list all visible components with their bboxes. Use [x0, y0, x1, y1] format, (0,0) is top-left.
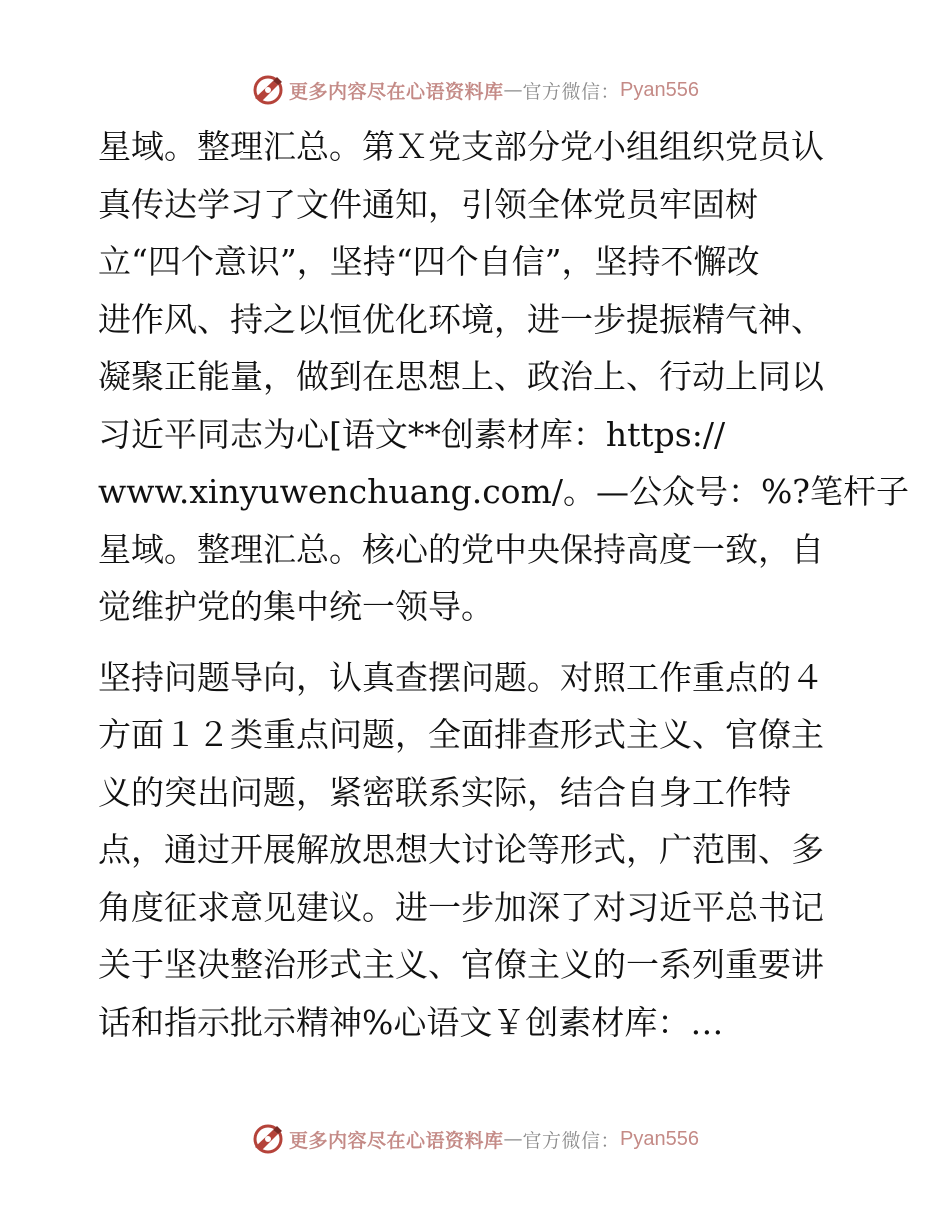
paragraph-2-line-7: 话和指示批示精神%心语文￥创素材库：…	[98, 1002, 724, 1042]
paragraph-1-line-9: 觉维护党的集中统一领导。	[98, 587, 494, 626]
paragraph-1-line-1: 星域。整理汇总。第Ｘ党支部分党小组组织党员认	[98, 127, 824, 166]
paragraph-1-line-6: 习近平同志为心[语文**创素材库：https://	[98, 414, 726, 454]
paragraph-2-line-4: 点，通过开展解放思想大讨论等形式，广范围、多	[98, 830, 824, 869]
header-wechat-label: 官方微信：	[522, 80, 621, 103]
paragraph-1	[98, 118, 909, 636]
header-brand-text: 更多内容尽在心语资料库	[289, 80, 504, 103]
paragraph-2-line-6: 关于坚决整治形式主义、官僚主义的一系列重要讲	[98, 945, 824, 984]
header-banner	[0, 70, 950, 110]
paragraph-1-line-3: 立“四个意识”，坚持“四个自信”，坚持不懈改	[98, 242, 760, 281]
paragraph-2-line-1: 坚持问题导向，认真查摆问题。对照工作重点的４	[98, 657, 824, 697]
paragraph-2-line-5: 角度征求意见建议。进一步加深了对习近平总书记	[98, 887, 824, 927]
paragraph-1-line-8: 星域。整理汇总。核心的党中央保持高度一致，自	[98, 529, 824, 569]
pen-logo-icon	[251, 73, 285, 107]
paragraph-1-line-2: 真传达学习了文件通知，引领全体党员牢固树	[98, 184, 758, 224]
footer-brand-text: 更多内容尽在心语资料库	[289, 1129, 504, 1152]
footer-banner	[0, 1119, 950, 1159]
header-separator: —	[503, 79, 523, 101]
paragraph-1-line-5: 凝聚正能量，做到在思想上、政治上、行动上同以	[98, 357, 824, 396]
header-wechat-handle: Pyan556	[620, 78, 699, 101]
footer-wechat-handle: Pyan556	[620, 1127, 699, 1150]
footer-separator: —	[503, 1128, 523, 1150]
paragraph-1-line-7: www.xinyuwenchuang.com/。—公众号：%?笔杆子	[98, 472, 909, 511]
pen-logo-icon	[251, 1122, 285, 1156]
footer-wechat-label: 官方微信：	[522, 1129, 621, 1152]
paragraph-2	[98, 649, 858, 1052]
paragraph-1-line-4: 进作风、持之以恒优化环境，进一步提振精气神、	[98, 299, 824, 339]
paragraph-2-line-2: 方面１２类重点问题，全面排查形式主义、官僚主	[98, 715, 824, 754]
paragraph-2-line-3: 义的突出问题，紧密联系实际，结合自身工作特	[98, 772, 791, 812]
document-body	[98, 118, 909, 1051]
